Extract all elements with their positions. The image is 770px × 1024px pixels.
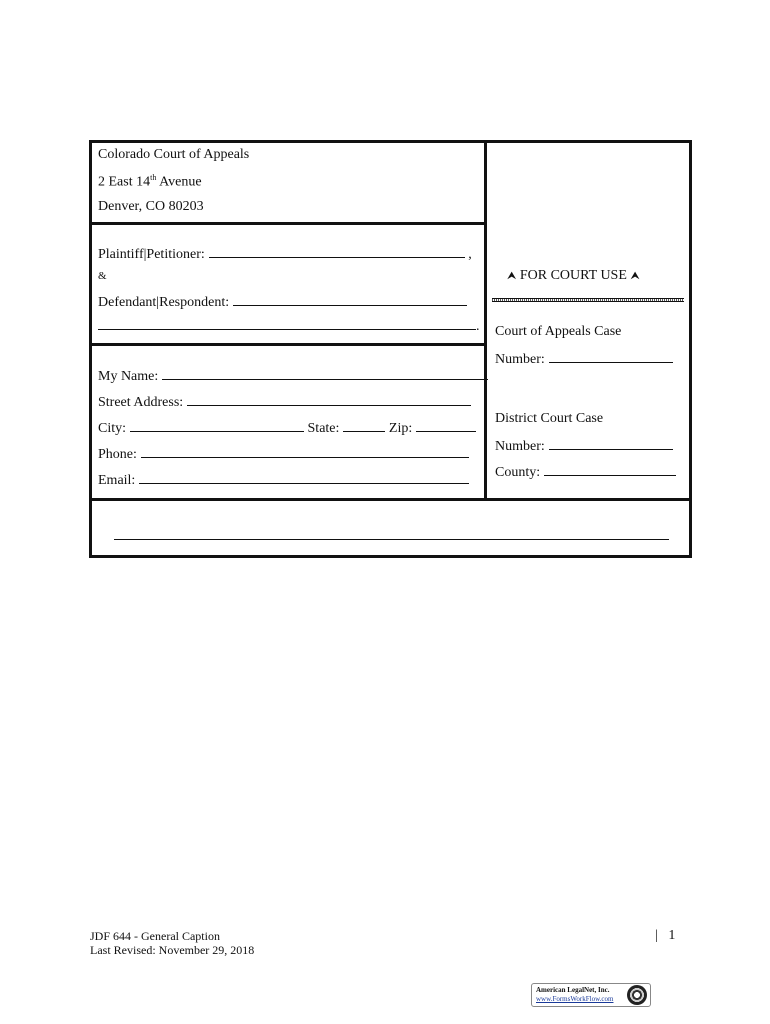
city-label: City:	[98, 421, 127, 436]
phone-label: Phone:	[98, 447, 137, 462]
badge-brand: American LegalNet, Inc.	[536, 986, 610, 994]
court-address-ordinal: th	[150, 173, 157, 182]
form-id: JDF 644 - General Caption	[90, 929, 220, 943]
court-city: Denver, CO 80203	[98, 199, 204, 214]
left-column	[92, 143, 487, 498]
county-label: County:	[495, 465, 541, 480]
document-title-box	[92, 498, 689, 555]
page-footer	[90, 929, 254, 957]
appeals-number-field[interactable]	[549, 350, 673, 363]
district-number-field[interactable]	[549, 437, 673, 450]
arrow-up-icon: ⮝	[630, 269, 640, 282]
filer-name-label: My Name:	[98, 369, 159, 384]
street-row	[98, 393, 471, 411]
district-number-row	[495, 437, 673, 455]
court-use-rule	[492, 298, 684, 302]
state-field[interactable]	[343, 419, 385, 432]
email-label: Email:	[98, 473, 136, 488]
arrow-up-icon: ⮝	[507, 269, 517, 282]
court-name: Colorado Court of Appeals	[98, 147, 250, 162]
defendant-label: Defendant|Respondent:	[98, 295, 230, 310]
legalnet-badge[interactable]	[531, 983, 651, 1007]
right-column	[487, 143, 689, 498]
filer-name-row	[98, 367, 488, 385]
city-state-zip-row	[98, 419, 476, 437]
email-field[interactable]	[139, 471, 469, 484]
zip-field[interactable]	[416, 419, 476, 432]
appeals-number-label: Number:	[495, 352, 545, 367]
court-use-heading	[507, 268, 640, 284]
district-case-label: District Court Case	[495, 411, 604, 426]
phone-field[interactable]	[141, 445, 469, 458]
page-number: 1	[668, 928, 676, 943]
email-row	[98, 471, 469, 489]
defendant-field-continued[interactable]	[98, 317, 476, 330]
revised-date: Last Revised: November 29, 2018	[90, 943, 255, 957]
court-use-label: FOR COURT USE	[519, 268, 627, 283]
defendant-field[interactable]	[233, 293, 467, 306]
county-row	[495, 463, 676, 481]
page-number-block	[655, 928, 675, 944]
appeals-case-label: Court of Appeals Case	[495, 324, 622, 339]
filer-name-field[interactable]	[162, 367, 488, 380]
divider-court	[92, 222, 484, 225]
defendant-trail: .	[476, 319, 480, 334]
street-field[interactable]	[187, 393, 471, 406]
plaintiff-label: Plaintiff|Petitioner:	[98, 247, 205, 262]
court-address-number: 2 East 14	[98, 174, 151, 190]
court-address-street: Avenue	[156, 174, 202, 190]
defendant-row	[98, 293, 467, 311]
zip-label: Zip:	[388, 421, 413, 436]
page-separator: |	[655, 928, 658, 943]
caption-box	[89, 140, 692, 558]
court-address	[98, 173, 202, 191]
appeals-number-row	[495, 350, 673, 368]
phone-row	[98, 445, 469, 463]
state-label: State:	[307, 421, 340, 436]
county-field[interactable]	[544, 463, 676, 476]
plaintiff-field[interactable]	[209, 245, 465, 258]
divider-parties	[92, 343, 484, 346]
plaintiff-row	[98, 245, 472, 263]
and-label: &	[98, 270, 107, 282]
badge-url[interactable]: www.FormsWorkFlow.com	[536, 995, 614, 1003]
legalnet-logo-icon	[627, 985, 647, 1005]
plaintiff-trail: ,	[468, 247, 472, 262]
district-number-label: Number:	[495, 439, 545, 454]
street-label: Street Address:	[98, 395, 184, 410]
city-field[interactable]	[130, 419, 304, 432]
defendant-continued-row	[98, 317, 480, 335]
document-title-field[interactable]	[114, 539, 669, 540]
